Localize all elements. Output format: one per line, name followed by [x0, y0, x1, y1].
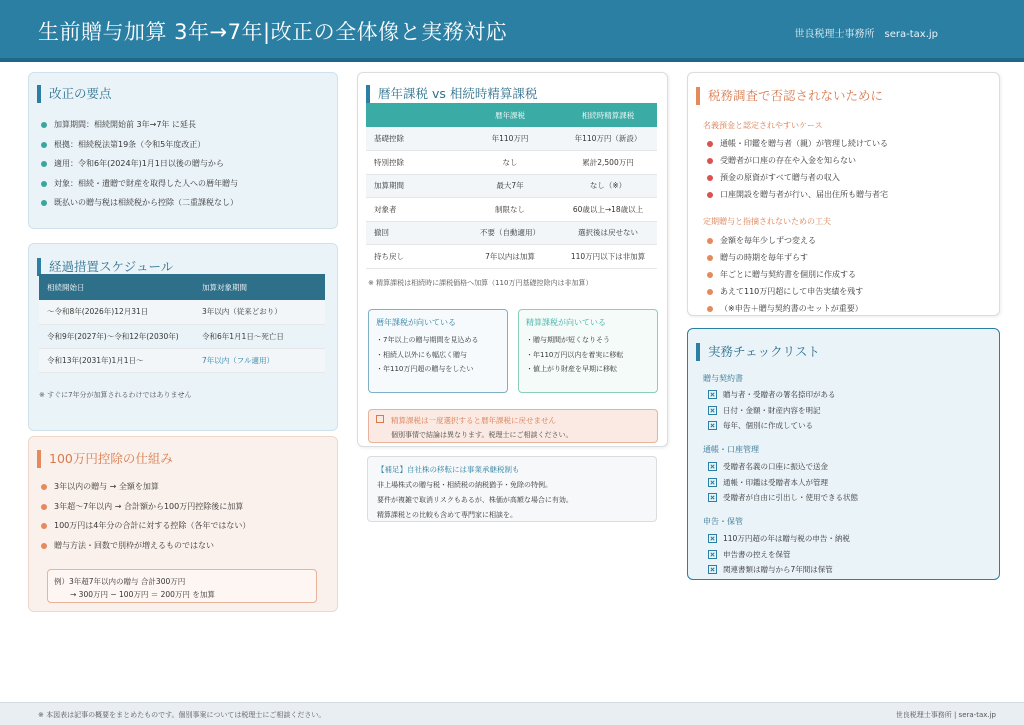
table-cell: 対象者	[366, 198, 461, 222]
page-title: 生前贈与加算 3年→7年|改正の全体像と実務対応	[38, 20, 508, 44]
summary-card	[28, 72, 338, 229]
table-header-row	[39, 274, 325, 300]
table-row	[39, 300, 325, 324]
table-cell: 特別控除	[366, 151, 461, 175]
audit-group2-list	[707, 232, 863, 317]
list-item: ・7年以上の贈与期間を見込める	[376, 336, 479, 344]
checklist-item-label: 贈与者・受贈者の署名捺印がある	[723, 390, 836, 399]
comparison-table	[366, 103, 657, 269]
table-row	[39, 324, 325, 348]
supplement-title: 【補足】自社株の移転には事業承継税制も	[377, 465, 520, 474]
table-cell: 110万円以下は非加算	[559, 245, 657, 269]
table-cell: 令和9年(2027年)〜令和12年(2030年)	[39, 324, 194, 348]
table-row	[39, 348, 325, 372]
list-item: 通帳・印鑑を贈与者（親）が管理し続けている	[707, 135, 888, 152]
audit-group1-title: 名義預金と認定されやすいケース	[703, 121, 823, 130]
table-cell: 加算期間	[366, 174, 461, 198]
table-cell: 60歳以上→18歳以上	[559, 198, 657, 222]
table-cell: 7年以内は加算	[461, 245, 559, 269]
checklist-item-label: 申告書の控えを保管	[723, 549, 791, 559]
table-header: 相続時精算課税	[559, 103, 657, 127]
audit-group1-list	[707, 135, 888, 203]
audit-title: 税務調査で否認されないために	[696, 87, 883, 105]
checklist-item-label: 110万円超の年は贈与税の申告・納税	[723, 534, 850, 543]
list-item: 金額を毎年少しずつ変える	[707, 232, 863, 249]
table-header: 相続開始日	[39, 274, 194, 300]
checklist-group	[708, 531, 850, 578]
table-cell: なし（※）	[559, 174, 657, 198]
checklist-item-label: 受贈者が自由に引出し・使用できる状態	[723, 493, 858, 502]
list-item: あえて110万円超にして申告実績を残す	[707, 283, 863, 300]
settlement-suits-list	[526, 333, 623, 377]
table-row	[366, 198, 657, 222]
table-row	[366, 151, 657, 175]
footer-bar	[0, 702, 1024, 725]
supplement-line: 精算課税との比較も含めて専門家に相談を。	[377, 511, 517, 519]
warning-text: 個別事情で結論は異なります。税理士にご相談ください。	[391, 431, 573, 439]
checkbox-icon[interactable]	[708, 462, 717, 471]
calendar-suits-box	[368, 309, 508, 393]
checkbox-icon[interactable]	[708, 478, 717, 487]
audit-group2-title: 定期贈与と指摘されないための工夫	[703, 217, 831, 226]
list-item: （※申告＋贈与契約書のセットが重要）	[707, 300, 863, 317]
table-header: 加算対象期間	[194, 274, 325, 300]
example-box	[47, 569, 317, 603]
table-cell: 基礎控除	[366, 127, 461, 151]
list-item: 適用：令和6年(2024年)1月1日以後の贈与から	[41, 154, 238, 174]
checklist-item[interactable]	[708, 418, 836, 434]
list-item: 贈与の時期を毎年ずらす	[707, 249, 863, 266]
table-cell: 〜令和8年(2026年)12月31日	[39, 300, 194, 324]
table-cell: 年110万円（新設）	[559, 127, 657, 151]
checklist-group-title: 通帳・口座管理	[703, 445, 759, 454]
list-item: 100万円は4年分の合計に対する控除（各年ではない）	[41, 516, 250, 536]
checklist-item[interactable]	[708, 490, 858, 506]
footer-note: ※ 本図表は記事の概要をまとめたものです。個別事案については税理士にご相談ください。	[38, 711, 326, 719]
list-item: 加算期間：相続開始前 3年→7年 に延長	[41, 115, 238, 135]
list-item: 預金の原資がすべて贈与者の収入	[707, 169, 888, 186]
table-cell: 選択後は戻せない	[559, 221, 657, 245]
checklist-item[interactable]	[708, 475, 858, 491]
schedule-note: ※ すぐに7年分が加算されるわけではありません	[39, 391, 192, 399]
table-cell: なし	[461, 151, 559, 175]
table-cell: 制限なし	[461, 198, 559, 222]
footer-org: 世良税理士事務所 | sera-tax.jp	[895, 711, 996, 719]
table-cell: 不要（自動適用）	[461, 221, 559, 245]
checkbox-icon[interactable]	[708, 534, 717, 543]
table-cell: 最大7年	[461, 174, 559, 198]
schedule-table	[39, 274, 325, 373]
list-item: 既払いの贈与税は相続税から控除（二重課税なし）	[41, 193, 238, 213]
list-item: 贈与方法・回数で別枠が増えるものではない	[41, 536, 250, 556]
deduction-list	[41, 477, 250, 555]
table-cell: 持ち戻し	[366, 245, 461, 269]
list-item: ・値上がり財産を早期に移転	[526, 365, 617, 373]
checklist-item-label: 通帳・印鑑は受贈者本人が管理	[723, 477, 828, 487]
checkbox-icon[interactable]	[708, 565, 717, 574]
list-item: 口座開設を贈与者が行い、届出住所も贈与者宅	[707, 186, 888, 203]
checkbox-icon[interactable]	[708, 406, 717, 415]
supplement-line: 要件が複雑で取消リスクもあるが、株価が高額な場合に有効。	[377, 496, 573, 504]
summary-title: 改正の要点	[37, 85, 112, 103]
checklist-item-label: 日付・金額・財産内容を明記	[723, 405, 821, 415]
checkbox-icon[interactable]	[708, 550, 717, 559]
list-item: 3年以内の贈与 → 全額を加算	[41, 477, 250, 497]
checklist-title: 実務チェックリスト	[696, 343, 820, 361]
summary-list	[41, 115, 238, 213]
table-row	[366, 127, 657, 151]
table-header-row	[366, 103, 657, 127]
checkbox-icon[interactable]	[708, 493, 717, 502]
table-header: 暦年課税	[461, 103, 559, 127]
supplement-line: 非上場株式の贈与税・相続税の納税猶予・免除の特例。	[377, 481, 552, 489]
list-item: 根拠：相続税法第19条（令和5年度改正）	[41, 135, 238, 155]
audit-card	[687, 72, 1000, 316]
example-line-2: → 300万円 − 100万円 ＝ 200万円 を加算	[70, 590, 215, 599]
schedule-card	[28, 243, 338, 431]
checklist-item-label: 関連書類は贈与から7年間は保管	[723, 565, 833, 574]
table-row	[366, 221, 657, 245]
checkbox-icon[interactable]	[708, 390, 717, 399]
settlement-suits-title: 精算課税が向いている	[526, 318, 606, 327]
deduction-title: 100万円控除の仕組み	[37, 450, 173, 468]
checklist-group	[708, 387, 836, 434]
table-cell: 令和6年1月1日〜死亡日	[194, 324, 325, 348]
supplement-box	[367, 456, 657, 522]
table-row	[366, 174, 657, 198]
list-item: ・年110万円超の贈与をしたい	[376, 365, 474, 373]
list-item: 年ごとに贈与契約書を個別に作成する	[707, 266, 863, 283]
table-row	[366, 245, 657, 269]
list-item: 3年超〜7年以内 → 合計額から100万円控除後に加算	[41, 497, 250, 517]
calendar-suits-list	[376, 333, 478, 377]
list-item: 対象：相続・遺贈で財産を取得した人への暦年贈与	[41, 174, 238, 194]
checklist-item-label: 毎年、個別に作成している	[723, 421, 813, 430]
calendar-suits-title: 暦年課税が向いている	[376, 318, 456, 327]
table-cell: 累計2,500万円	[559, 151, 657, 175]
table-cell: 撤回	[366, 221, 461, 245]
checklist-group-title: 贈与契約書	[703, 374, 743, 383]
checklist-item[interactable]	[708, 547, 850, 563]
warning-icon	[376, 415, 384, 423]
checklist-item[interactable]	[708, 562, 850, 578]
comparison-card	[357, 72, 668, 447]
comparison-note: ※ 精算課税は相続時に課税価格へ加算（110万円基礎控除内は非加算）	[368, 279, 593, 287]
schedule-title: 経過措置スケジュール	[37, 258, 173, 276]
list-item: ・年110万円以内を着実に移転	[526, 350, 624, 359]
table-cell: 令和13年(2031年)1月1日〜	[39, 348, 194, 372]
list-item: ・贈与期間が短くなりそう	[526, 336, 610, 344]
warning-title: 精算課税は一度選択すると暦年課税に戻せません	[391, 416, 556, 425]
checklist-item[interactable]	[708, 403, 836, 419]
checklist-card	[687, 328, 1000, 580]
table-header	[366, 103, 461, 127]
list-item: ・相続人以外にも幅広く贈与	[376, 350, 467, 359]
list-item: 受贈者が口座の存在や入金を知らない	[707, 152, 888, 169]
deduction-card	[28, 436, 338, 612]
checklist-item[interactable]	[708, 459, 858, 475]
settlement-suits-box	[518, 309, 658, 393]
warning-box	[368, 409, 658, 443]
table-cell: 年110万円	[461, 127, 559, 151]
table-cell: 3年以内（従来どおり）	[194, 300, 325, 324]
comparison-title: 暦年課税 vs 相続時精算課税	[366, 85, 537, 103]
header-bar	[0, 0, 1024, 62]
example-line-1: 例）3年超7年以内の贈与 合計300万円	[54, 577, 186, 586]
checklist-group-title: 申告・保管	[703, 517, 743, 526]
checklist-item[interactable]	[708, 531, 850, 547]
checkbox-icon[interactable]	[708, 421, 717, 430]
checklist-group	[708, 459, 858, 506]
table-cell: 7年以内（フル適用）	[194, 348, 325, 372]
checklist-item-label: 受贈者名義の口座に振込で送金	[723, 462, 828, 471]
header-org: 世良税理士事務所 sera-tax.jp	[794, 29, 938, 40]
checklist-item[interactable]	[708, 387, 836, 403]
